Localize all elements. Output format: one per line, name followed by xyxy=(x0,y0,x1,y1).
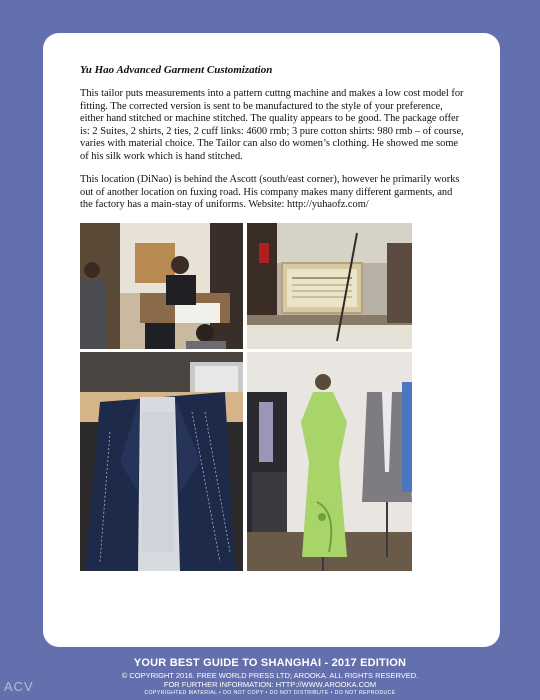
article-paragraph-1: This tailor puts measurements into a pattern cuttng machine and makes a low cost model for fitting. The corrected version is sent to be manufactured to the style of your preference, either hand stitched or machine stitched. The quality appears to be good. The package offer is: 2 Suites, 2 shirts, 2 ties, 2 cuff links: 4600 rmb; 3 pure cotton shirts: 980 rmb – of course, varies with material choice. The Tailor can also do women’s clothing. He showed me some of his silk work which is hand stitched. xyxy=(80,88,464,162)
photo-green-qipao xyxy=(247,352,412,571)
corner-watermark: ACV xyxy=(4,679,34,694)
footer-notice: COPYRIGHTED MATERIAL • DO NOT COPY • DO NOT DISTRIBUTE • DO NOT REPRODUCE xyxy=(144,690,396,696)
article-paragraph-2: This location (DiNao) is behind the Ascott (south/east corner), however he primarily works out of another location on fuxing road. His company makes many different garments, and the factory has a main-stay of uniforms. Website: http://yuhaofz.com/ xyxy=(80,174,460,211)
footer-headline: YOUR BEST GUIDE TO SHANGHAI - 2017 EDITION xyxy=(133,657,407,669)
footer-copyright: © COPYRIGHT 2016. FREE WORLD PRESS LTD; AROOKA. ALL RIGHTS RESERVED. xyxy=(121,671,419,680)
photo-navy-suit xyxy=(80,352,243,571)
photo-shop-sign xyxy=(247,223,412,349)
photo-grid xyxy=(80,223,412,571)
footer-info-link[interactable]: FOR FURTHER INFORMATION: HTTP://WWW.AROOKA.COM xyxy=(163,680,377,689)
article-title: Yu Hao Advanced Garment Customization xyxy=(80,64,273,76)
photo-tailor-meeting xyxy=(80,223,243,349)
